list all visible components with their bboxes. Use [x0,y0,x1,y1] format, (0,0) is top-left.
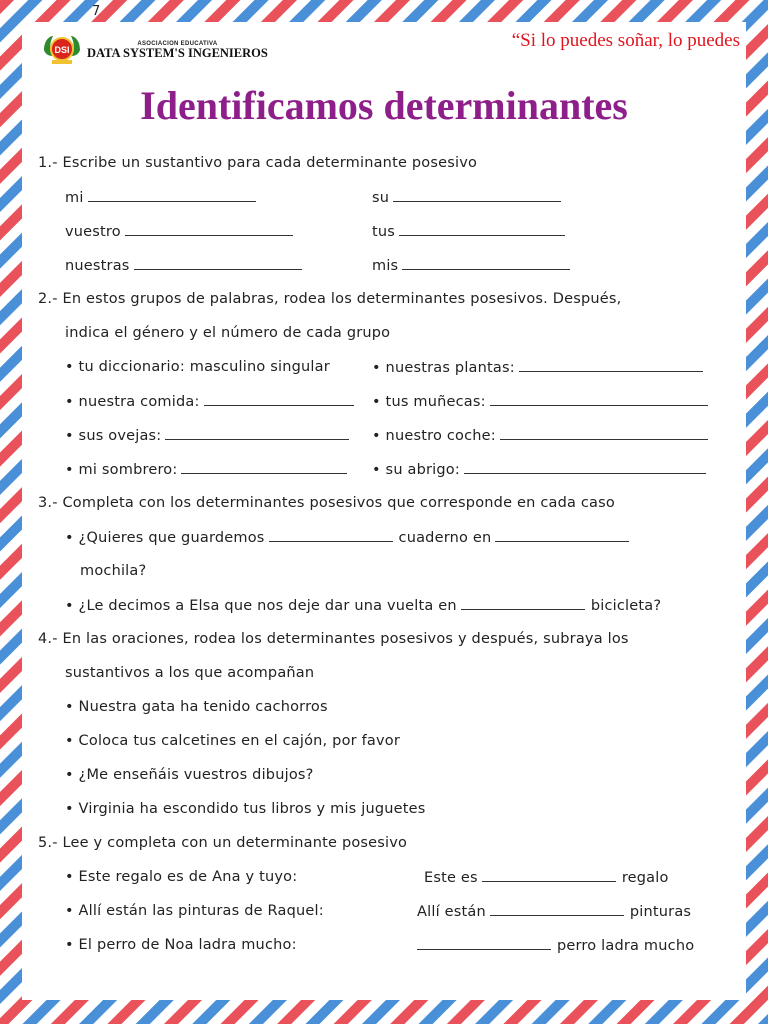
q5-row-left: • Este regalo es de Ana y tuyo: [65,869,298,885]
q1-item-vuestro [65,223,293,240]
logo-subtitle: ASOCIACION EDUCATIVA [137,40,218,47]
school-logo [40,34,268,66]
q2-item [65,461,347,478]
answer-blank[interactable] [490,393,708,406]
q3-sentence-2 [65,597,661,614]
answer-blank[interactable] [181,461,347,474]
q4-sentence: • ¿Me enseñáis vuestros dibujos? [65,767,314,783]
answer-blank[interactable] [399,223,565,236]
q3-sentence-1-cont: mochila? [80,563,147,579]
answer-blank[interactable] [134,257,302,270]
q2-item-text: • su abrigo: [372,462,460,478]
q5-row-left: • El perro de Noa ladra mucho: [65,937,297,953]
q2-item [372,359,703,376]
answer-blank[interactable] [464,461,706,474]
q2-item [372,427,708,444]
q2-item-text: • sus ovejas: [65,428,162,444]
page-number: 7 [92,4,101,19]
q5-row-right [417,903,691,920]
q5-text: Este es [424,870,478,886]
q4-prompt-line1: 4.- En las oraciones, rodea los determinantes posesivos y después, subraya los [38,631,629,647]
q2-item [65,359,330,375]
q1-item-nuestras [65,257,302,274]
q2-item-text: • tus muñecas: [372,394,486,410]
q5-prompt: 5.- Lee y completa con un determinante posesivo [38,835,408,851]
answer-blank[interactable] [482,869,616,882]
q2-item-text: • mi sombrero: [65,462,178,478]
q1-item-label: tus [372,224,396,240]
q1-item-label: nuestras [65,258,130,274]
q5-row-right [413,937,694,954]
q1-item-label: su [372,190,390,206]
q2-prompt-line2: indica el género y el número de cada grupo [65,325,391,341]
q3-text: • ¿Le decimos a Elsa que nos deje dar una vuelta en [65,598,457,614]
answer-blank[interactable] [417,937,551,950]
motto: “Si lo puedes soñar, lo puedes [511,30,740,51]
q5-text: perro ladra mucho [557,938,695,954]
q4-sentence: • Nuestra gata ha tenido cachorros [65,699,328,715]
q2-item [65,427,349,444]
q3-text: bicicleta? [590,598,662,614]
q5-row-right [424,869,669,886]
answer-blank[interactable] [393,189,561,202]
q3-prompt: 3.- Completa con los determinantes posesivos que corresponde en cada caso [38,495,615,511]
answer-blank[interactable] [461,597,585,610]
emblem-letters: DSI [54,45,70,55]
q3-text: cuaderno en [398,530,492,546]
q1-item-tus [372,223,565,240]
q2-item [372,461,706,478]
q2-item-text: • tu diccionario: masculino singular [65,359,330,375]
answer-blank[interactable] [269,529,393,542]
q1-item-label: vuestro [65,224,121,240]
q5-text: regalo [621,870,669,886]
q4-prompt-line2: sustantivos a los que acompañan [65,665,315,681]
q1-prompt: 1.- Escribe un sustantivo para cada determinante posesivo [38,155,478,171]
q1-item-label: mi [65,190,84,206]
q5-text: pinturas [629,904,692,920]
q2-item [372,393,708,410]
answer-blank[interactable] [165,427,349,440]
q4-sentence: • Virginia ha escondido tus libros y mis juguetes [65,801,426,817]
page-title: Identificamos determinantes [140,83,628,128]
answer-blank[interactable] [125,223,293,236]
q1-item-mis [372,257,570,274]
q5-text: Allí están [417,904,486,920]
q2-item-text: • nuestro coche: [372,428,496,444]
answer-blank[interactable] [204,393,354,406]
q1-item-label: mis [372,258,399,274]
q3-sentence-1 [65,529,629,546]
answer-blank[interactable] [402,257,570,270]
q2-item-text: • nuestra comida: [65,394,200,410]
q5-row-left: • Allí están las pinturas de Raquel: [65,903,324,919]
answer-blank[interactable] [490,903,624,916]
q2-item [65,393,354,410]
answer-blank[interactable] [88,189,256,202]
q1-item-mi [65,189,256,206]
q3-text: • ¿Quieres que guardemos [65,530,265,546]
q1-item-su [372,189,561,206]
q2-item-text: • nuestras plantas: [372,360,515,376]
q2-prompt-line1: 2.- En estos grupos de palabras, rodea los determinantes posesivos. Después, [38,291,622,307]
answer-blank[interactable] [495,529,629,542]
school-emblem-icon [40,34,84,66]
answer-blank[interactable] [500,427,708,440]
logo-name: DATA SYSTEM'S INGENIEROS [87,45,268,60]
q4-sentence: • Coloca tus calcetines en el cajón, por favor [65,733,401,749]
answer-blank[interactable] [519,359,703,372]
